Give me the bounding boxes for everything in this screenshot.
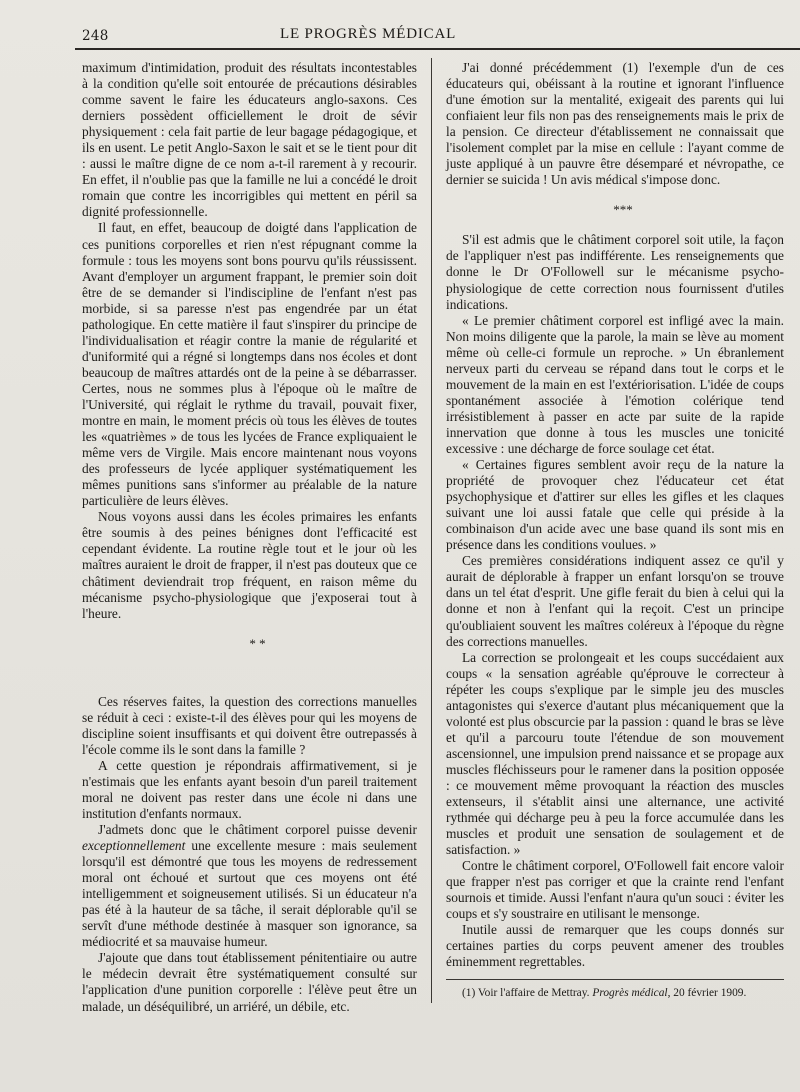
paragraph: Ces premières considérations indiquent assez ce qu'il y aurait de déplorable à frapper un enfant lorsqu'on se trouve dans un tel état d'esprit. Une gifle ferait du bien à celui qui la donne et non à l'enfant qui la reçoit. C'est un principe qu'oubliaient souvent les maîtres coléreux à l'époque du règne des corrections manuelles. (446, 553, 784, 649)
paragraph: J'ai donné précédemment (1) l'exemple d'un de ces éducateurs qui, obéissant à la routine et ignorant l'influence d'une émotion sur la mentalité, exigeait des parents qui lui confiaient leur fils non pas des renseignements mais le prix de la pension. Ce directeur d'établissement ne connaissait que l'isolement complet par la mise en cellule : l'ayant comme de juste appliqué à un pauvre être désemparé et névropathe, ce dernier se suicida ! Un avis médical s'impose donc. (446, 60, 784, 188)
text-run: (1) Voir l'affaire de Mettray. (462, 986, 593, 999)
paragraph: « Le premier châtiment corporel est infligé avec la main. Non moins diligente que la parole, la main se lève au moment même où celle-ci formule un reproche. » Un ébranlement nerveux parti du cerveau se répand dans tout le corps et le mouvement de la main en est l'extériorisation. L'idée de coups spontanément associée à l'émotion colérique tend irrésistiblement à passer en acte par suite de la rapide innervation que donne à tous les muscles une tonicité excessive : une décharge de force soulage cet état. (446, 312, 784, 456)
journal-title: LE PROGRÈS MÉDICAL (280, 26, 457, 42)
paragraph: Il faut, en effet, beaucoup de doigté dans l'application de ces punitions corporelles et rien n'est répugnant comme la formule : tous les moyens sont bons pourvu qu'ils réussissent. Avant d'employer un argument frappant, le premier soin doit être de se demander si l'indiscipline de l'enfant n'est pas morbide, si sa paresse n'est pas engendrée par un état pathologique. En cette matière il faut s'inspirer du principe de l'individualisation et réagir contre la manie de régularité et d'uniformité qui a régné si longtemps dans nos écoles et dont beaucoup de maîtres attardés ont de la peine à se débarrasser. Certes, nous ne sommes plus à l'époque où le maître de l'Université, qui réglait le rythme du travail, pouvait fixer, montre en main, le moment précis où tous les élèves de toutes les «quatrièmes » de tous les lycées de France expliquaient le même vers de Virgile. Mais encore maintenant nous voyons des professeurs de lycée appliquer systématiquement les mêmes punitions sans s'informer au préalable de la nature particulière de leurs élèves. (82, 220, 417, 509)
paragraph: « Certaines figures semblent avoir reçu de la nature la propriété de provoquer chez l'éducateur cet état psychophysique et d'attirer sur elles les gifles et les claques suivant une loi aussi fatale que celle qui préside à la combinaison d'un acide avec une base quand ils sont mis en présence dans les conditions voulues. » (446, 457, 784, 553)
text-run: une excellente mesure : mais seulement lorsqu'il est démontré que tous les moyens de redressement moral ont échoué et surtout que ces moyens ont été intelligemment et soigneusement utilisés. Si un éducateur n'a pas été à la hauteur de sa tâche, il serait déplorable qu'il se servît d'une méthode destinée à masquer son ignorance, sa médiocrité et sa mauvaise humeur. (82, 838, 417, 950)
header-rule (75, 48, 800, 50)
section-separator: *** (613, 202, 633, 218)
paragraph: La correction se prolongeait et les coups succédaient aux coups « la sensation agréable qu'éprouve le correcteur à répéter les coups s'explique par le simple jeu des muscles antagonistes qui s'exerce d'autant plus mécaniquement que la volonté est plus obscurcie par la passion : quand le bras se lève et qu'il a parcouru toute l'étendue de son mouvement ascensionnel, une impulsion prend naissance et se propage aux muscles fléchisseurs pour le ramener dans la position opposée : ce mouvement même provoquant la réaction des muscles extenseurs, il s'établit ainsi une alternance, une activité rythmée qui décharge peu à peu la force accumulée dans les muscles et produit une sensation de soulagement et de satisfaction. » (446, 649, 784, 858)
paragraph: S'il est admis que le châtiment corporel soit utile, la façon de l'appliquer n'est pas indifférente. Les renseignements que donne le Dr O'Followell sur le mécanisme psycho-physiologique de cette correction nous fournissent d'utiles indications. (446, 232, 784, 312)
emphasis-text: exceptionnellement (82, 838, 186, 854)
paragraph: maximum d'intimidation, produit des résultats incontestables à la condition qu'elle soit entourée de précautions désirables comme savent le faire les éducateurs anglo-saxons. Ces derniers possèdent officiellement le droit de sévir physiquement : cela fait partie de leur bagage pédagogique, et ils en usent. Le petit Anglo-Saxon le sait et se le tient pour dit : aussi le maître digne de ce nom a-t-il rarement à y recourir. En effet, il n'oublie pas que la famille ne lui a concédé le droit romain que contre les incorrigibles qui mettent en péril sa dignité professionnelle. (82, 60, 417, 220)
page-header (70, 26, 800, 46)
paragraph (82, 822, 417, 950)
footnote-rule (446, 979, 784, 980)
section-separator: * * (249, 635, 266, 651)
paragraph: Inutile aussi de remarquer que les coups donnés sur certaines parties du corps peuvent amener des troubles éminemment regrettables. (446, 922, 784, 970)
text-run: J'admets donc que le châtiment corporel puisse devenir (98, 822, 417, 838)
column-divider (431, 58, 432, 1003)
paragraph: Contre le châtiment corporel, O'Followell fait encore valoir que frapper n'est pas corriger et que la crainte rend l'enfant sournois et timide. Aussi l'enfant n'aura qu'un souci : éviter les coups et s'y soustraire en utilisant le mensonge. (446, 858, 784, 922)
page-number: 248 (82, 28, 109, 44)
left-column (82, 60, 417, 1015)
right-column (446, 60, 784, 1000)
paragraph: J'ajoute que dans tout établissement pénitentiaire ou autre le médecin devrait être systématiquement consulté sur l'application d'une punition corporelle : l'élève peut être un malade, un déséquilibré, un arriéré, un débile, etc. (82, 950, 417, 1014)
paragraph: A cette question je répondrais affirmativement, si je n'estimais que les enfants ayant besoin d'un pareil traitement moral ne doivent pas rester dans une école ni dans une institution d'enfants normaux. (82, 757, 417, 821)
emphasis-text: Progrès médical (592, 986, 668, 999)
paragraph: Nous voyons aussi dans les écoles primaires les enfants être soumis à des peines bénignes dont l'efficacité est cependant évidente. La routine règle tout et le jour où les maîtres auraient le droit de frapper, il n'est pas douteux que ce châtiment deviendrait trop fréquent, en raison même du mécanisme psycho-physiologique que j'exposerai tout à l'heure. (82, 509, 417, 621)
footnote (446, 986, 784, 1000)
text-run: , 20 février 1909. (667, 986, 747, 999)
paragraph: Ces réserves faites, la question des corrections manuelles se réduit à ceci : existe-t-il des élèves pour qui les moyens de discipline soient insuffisants et qui doivent être outrepassés à l'école comme ils le sont dans la famille ? (82, 693, 417, 757)
